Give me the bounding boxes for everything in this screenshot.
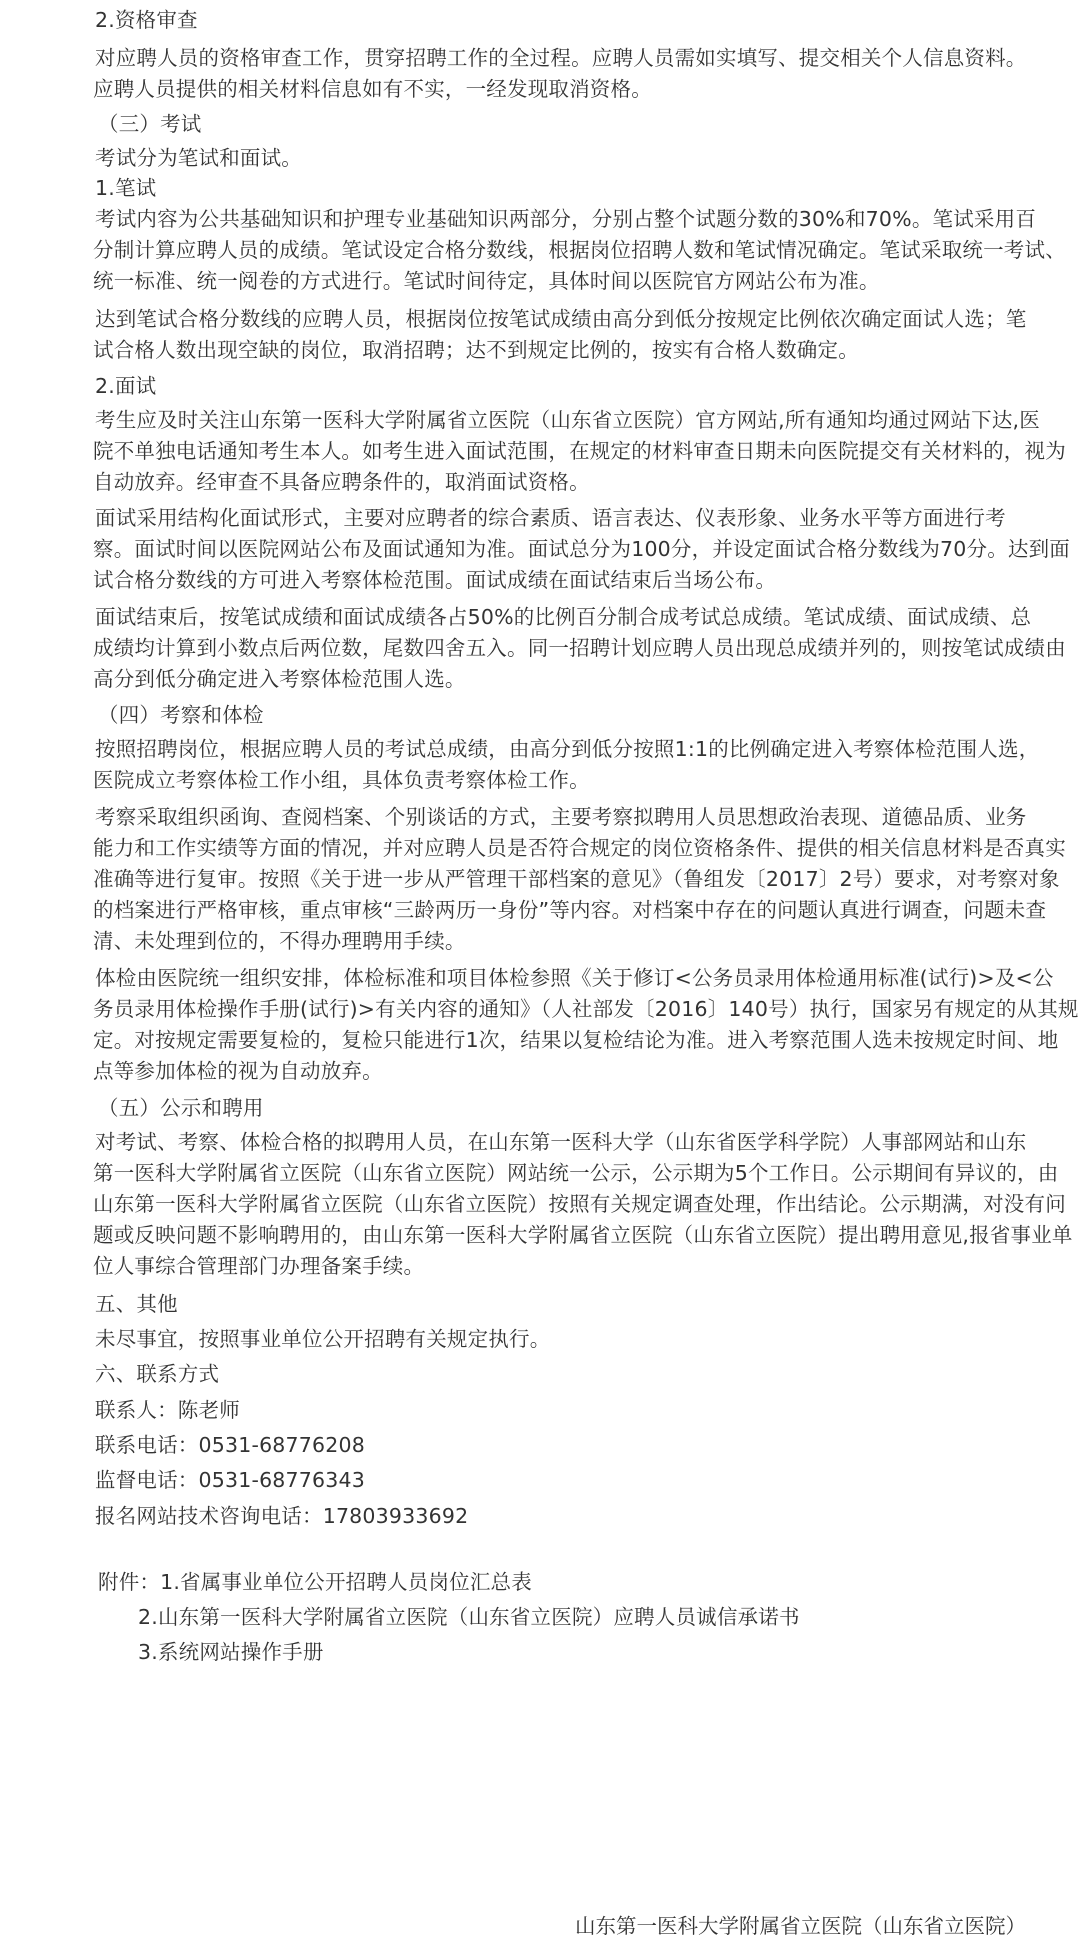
contact-phone: 联系电话：0531-68776208 — [95, 1433, 366, 1457]
subsection-heading-interview: 2.面试 — [95, 374, 157, 398]
paragraph-line: 清、未处理到位的，不得办理聘用手续。 — [93, 929, 466, 953]
paragraph-line: 考察采取组织函询、查阅档案、个别谈话的方式，主要考察拟聘用人员思想政治表现、道德品质、业务 — [95, 805, 1027, 829]
paragraph-line: 体检由医院统一组织安排，体检标准和项目体检参照《关于修订<公务员录用体检通用标准(试行)>及<公 — [95, 966, 1054, 990]
paragraph-line: 对考试、考察、体检合格的拟聘用人员，在山东第一医科大学（山东省医学科学院）人事部网站和山东 — [95, 1130, 1027, 1154]
section-heading-exam: （三）考试 — [98, 112, 202, 136]
paragraph-line: 察。面试时间以医院网站公布及面试通知为准。面试总分为100分，并设定面试合格分数线为70分。达到面 — [93, 537, 1071, 561]
attachment-item-1: 附件：1.省属事业单位公开招聘人员岗位汇总表 — [98, 1570, 532, 1594]
paragraph-line: 位人事综合管理部门办理备案手续。 — [93, 1254, 425, 1278]
supervision-phone: 监督电话：0531-68776343 — [95, 1468, 366, 1492]
attachment-item-2: 2.山东第一医科大学附属省立医院（山东省立医院）应聘人员诚信承诺书 — [138, 1605, 800, 1629]
section-heading-other: 五、其他 — [95, 1292, 178, 1316]
paragraph-line: 院不单独电话通知考生本人。如考生进入面试范围，在规定的材料审查日期未向医院提交有关材料的，视为 — [93, 439, 1066, 463]
paragraph-line: 医院成立考察体检工作小组，具体负责考察体检工作。 — [93, 768, 590, 792]
paragraph-line: 对应聘人员的资格审查工作，贯穿招聘工作的全过程。应聘人员需如实填写、提交相关个人信息资料。 — [95, 46, 1027, 70]
paragraph-line: 自动放弃。经审查不具备应聘条件的，取消面试资格。 — [93, 470, 590, 494]
paragraph-line: 题或反映问题不影响聘用的，由山东第一医科大学附属省立医院（山东省立医院）提出聘用意见,报省事业单 — [93, 1223, 1073, 1247]
paragraph-line: 统一标准、统一阅卷的方式进行。笔试时间待定，具体时间以医院官方网站公布为准。 — [93, 269, 880, 293]
paragraph-line: 面试采用结构化面试形式，主要对应聘者的综合素质、语言表达、仪表形象、业务水平等方面进行考 — [95, 506, 1006, 530]
paragraph-line: 应聘人员提供的相关材料信息如有不实，一经发现取消资格。 — [93, 77, 652, 101]
section-heading-contact: 六、联系方式 — [95, 1362, 220, 1386]
paragraph-line: 务员录用体检操作手册(试行)>有关内容的通知》（人社部发〔2016〕140号）执行，国家另有规定的从其规 — [93, 997, 1079, 1021]
paragraph-line: 考生应及时关注山东第一医科大学附属省立医院（山东省立医院）官方网站,所有通知均通过网站下达,医 — [95, 408, 1040, 432]
paragraph-line: 的档案进行严格审核，重点审核“三龄两历一身份”等内容。对档案中存在的问题认真进行调查，问题未查 — [93, 898, 1047, 922]
section-heading-inspection: （四）考察和体检 — [98, 703, 264, 727]
section-heading-publicity: （五）公示和聘用 — [98, 1096, 264, 1120]
paragraph-line: 未尽事宜，按照事业单位公开招聘有关规定执行。 — [95, 1327, 551, 1351]
paragraph-line: 考试分为笔试和面试。 — [95, 146, 302, 170]
paragraph-line: 分制计算应聘人员的成绩。笔试设定合格分数线，根据岗位招聘人数和笔试情况确定。笔试采取统一考试、 — [93, 238, 1066, 262]
paragraph-line: 面试结束后，按笔试成绩和面试成绩各占50%的比例百分制合成考试总成绩。笔试成绩、面试成绩、总 — [95, 605, 1032, 629]
paragraph-line: 按照招聘岗位，根据应聘人员的考试总成绩，由高分到低分按照1:1的比例确定进入考察体检范围人选， — [95, 737, 1040, 761]
paragraph-line: 定。对按规定需要复检的，复检只能进行1次，结果以复检结论为准。进入考察范围人选未按规定时间、地 — [93, 1028, 1059, 1052]
contact-person: 联系人：陈老师 — [95, 1398, 240, 1422]
paragraph-line: 点等参加体检的视为自动放弃。 — [93, 1059, 383, 1083]
paragraph-line: 达到笔试合格分数线的应聘人员，根据岗位按笔试成绩由高分到低分按规定比例依次确定面试人选；笔 — [95, 307, 1027, 331]
subsection-heading-written: 1.笔试 — [95, 176, 157, 200]
tech-support-phone: 报名网站技术咨询电话：17803933692 — [95, 1504, 469, 1528]
paragraph-line: 山东第一医科大学附属省立医院（山东省立医院）按照有关规定调查处理，作出结论。公示期满，对没有问 — [93, 1192, 1066, 1216]
paragraph-line: 考试内容为公共基础知识和护理专业基础知识两部分，分别占整个试题分数的30%和70%。笔试采用百 — [95, 207, 1037, 231]
paragraph-line: 试合格分数线的方可进入考察体检范围。面试成绩在面试结束后当场公布。 — [93, 568, 777, 592]
paragraph-line: 第一医科大学附属省立医院（山东省立医院）网站统一公示，公示期为5个工作日。公示期间有异议的，由 — [93, 1161, 1059, 1185]
paragraph-line: 试合格人数出现空缺的岗位，取消招聘；达不到规定比例的，按实有合格人数确定。 — [93, 338, 859, 362]
signature-organization: 山东第一医科大学附属省立医院（山东省立医院） — [575, 1914, 1026, 1938]
paragraph-line: 成绩均计算到小数点后两位数，尾数四舍五入。同一招聘计划应聘人员出现总成绩并列的，则按笔试成绩由 — [93, 636, 1066, 660]
paragraph-line: 能力和工作实绩等方面的情况，并对应聘人员是否符合规定的岗位资格条件、提供的相关信息材料是否真实 — [93, 836, 1066, 860]
section-heading-qualification: 2.资格审查 — [95, 8, 198, 32]
paragraph-line: 准确等进行复审。按照《关于进一步从严管理干部档案的意见》（鲁组发〔2017〕2号）要求，对考察对象 — [93, 867, 1060, 891]
paragraph-line: 高分到低分确定进入考察体检范围人选。 — [93, 667, 466, 691]
attachment-item-3: 3.系统网站操作手册 — [138, 1640, 324, 1664]
